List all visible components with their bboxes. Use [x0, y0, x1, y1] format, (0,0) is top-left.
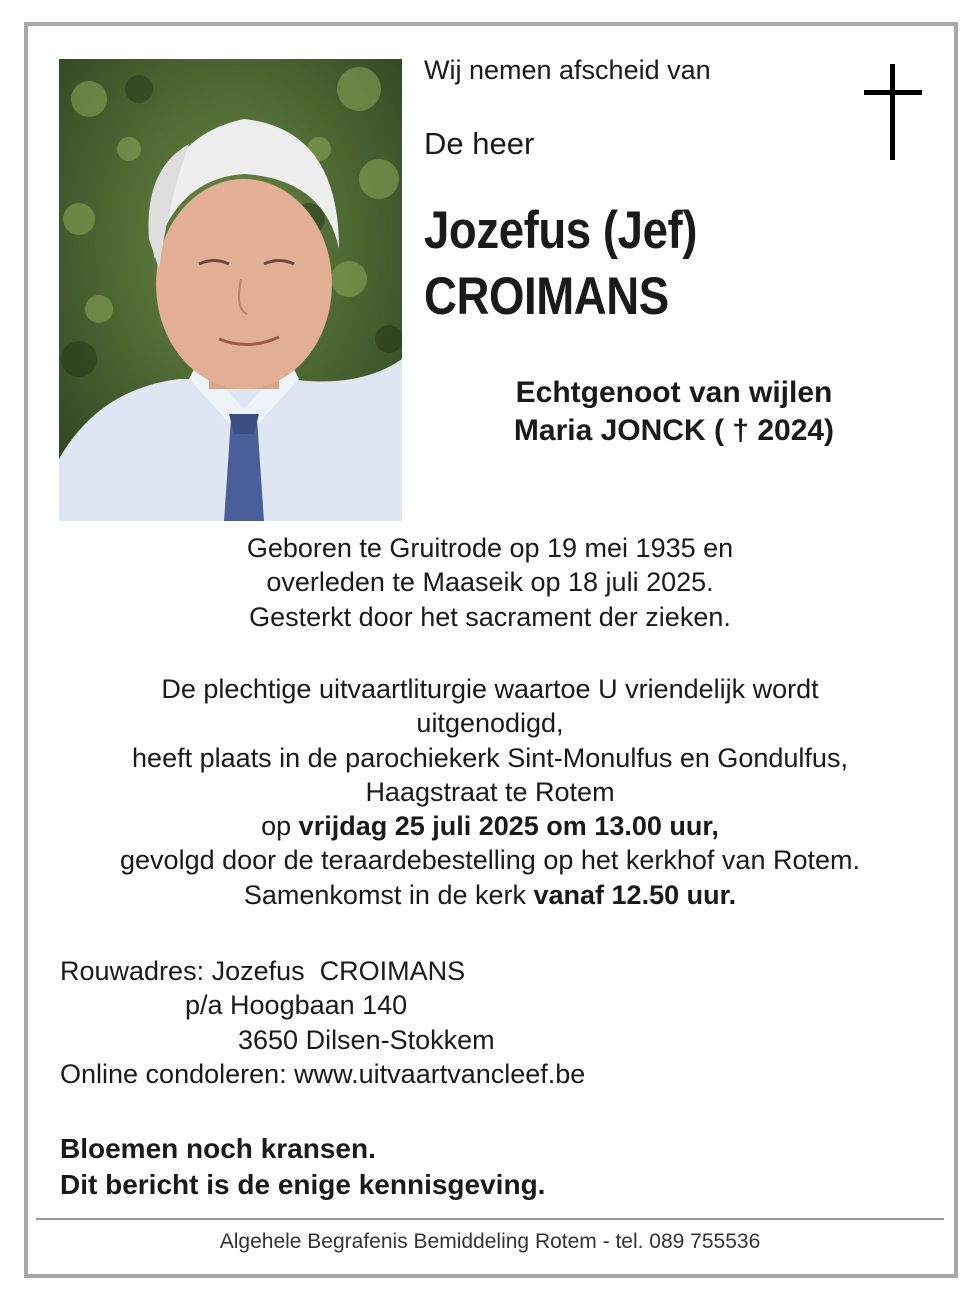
name-last: CROIMANS	[424, 267, 669, 327]
address-line-2: p/a Hoogbaan 140	[185, 990, 408, 1021]
cross-icon	[864, 64, 922, 165]
footer-text: Algehele Begrafenis Bemiddeling Rotem - tel. 089 755536	[219, 1230, 761, 1253]
address-line-1: Rouwadres: Jozefus CROIMANS	[60, 956, 466, 986]
footer-divider	[36, 1218, 944, 1220]
closing-note	[60, 1131, 545, 1202]
portrait-photo	[59, 59, 402, 521]
spouse-info	[424, 374, 924, 449]
liturgy-line-1: De plechtige uitvaartliturgie waartoe U vriendelijk wordt	[161, 674, 819, 704]
spouse-line-2: Maria JONCK ( † 2024)	[513, 413, 835, 447]
gathering-prefix: Samenkomst in de kerk	[243, 879, 534, 910]
liturgy-line-4: Haagstraat te Rotem	[365, 776, 615, 807]
date-prefix: op	[261, 811, 299, 842]
liturgy-line-3: heeft plaats in de parochiekerk Sint-Monulfus en Gondulfus,	[132, 742, 848, 773]
online-condolence: Online condoleren: www.uitvaartvancleef.be	[60, 1058, 586, 1089]
liturgy-line-2: uitgenodigd,	[416, 708, 564, 739]
date-bold: vrijdag 25 juli 2025 om 13.00 uur,	[298, 811, 719, 842]
life-dates	[40, 531, 940, 634]
died-line: overleden te Maaseik op 18 juli 2025.	[266, 567, 714, 598]
spouse-line-1: Echtgenoot van wijlen	[515, 376, 833, 409]
born-line: Geboren te Gruitrode op 19 mei 1935 en	[246, 533, 734, 563]
sacrament-line: Gesterkt door het sacrament der zieken.	[249, 601, 731, 632]
funeral-date	[40, 809, 940, 843]
gathering-bold: vanaf 12.50 uur.	[533, 879, 737, 910]
gathering-time	[40, 878, 940, 912]
liturgy-line-6: gevolgd door de teraardebestelling op het kerkhof van Rotem.	[120, 845, 860, 876]
funeral-details	[40, 672, 940, 912]
intro-text: Wij nemen afscheid van	[424, 55, 711, 85]
closing-line-2: Dit bericht is de enige kennisgeving.	[60, 1168, 546, 1200]
deceased-name	[424, 198, 697, 331]
closing-line-1: Bloemen noch kransen.	[60, 1133, 376, 1164]
name-first: Jozefus (Jef)	[424, 201, 698, 260]
address-line-3: 3650 Dilsen-Stokkem	[238, 1024, 495, 1055]
mourning-address	[60, 954, 585, 1091]
salutation: De heer	[424, 126, 535, 161]
